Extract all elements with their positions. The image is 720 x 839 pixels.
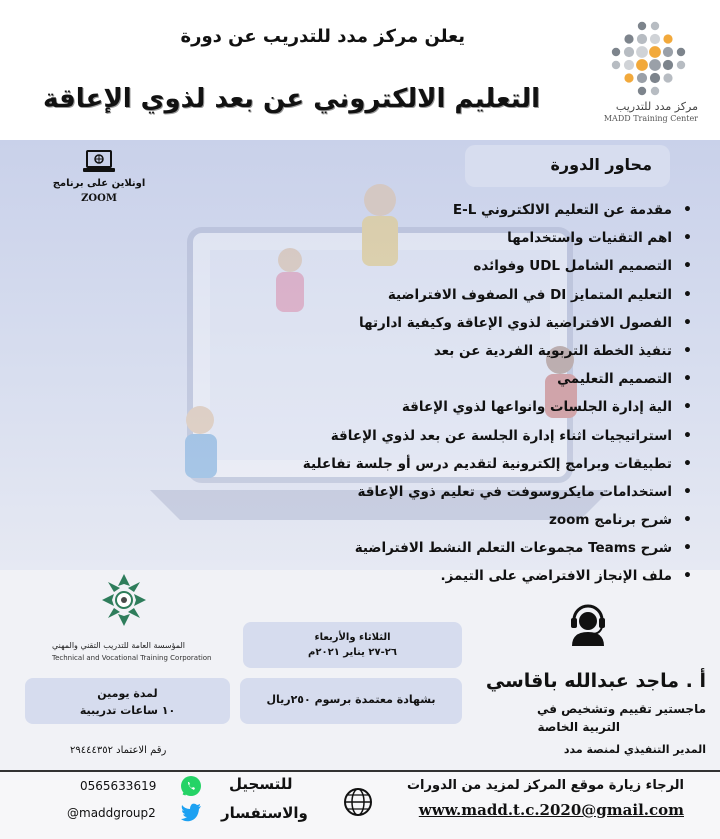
topic-item: • الية إدارة الجلسات وانواعها لذوي الإعاقة [274, 393, 694, 421]
course-title: التعليم الالكتروني عن بعد لذوي الإعاقة [43, 84, 540, 114]
corporation-english-name: Technical and Vocational Training Corporation [52, 654, 212, 662]
topic-item: • التعليم المتمايز DI في الصفوف الافتراضية [274, 281, 694, 309]
topic-item: • شرح برنامج zoom [274, 506, 694, 534]
logo-dot [651, 87, 659, 95]
topics-heading: محاور الدورة [465, 145, 670, 187]
logo-dot [677, 61, 685, 69]
phone-number[interactable]: 0565633619 [80, 779, 157, 793]
logo-dot [663, 60, 673, 70]
accreditation-number: رقم الاعتماد ٢٩٤٤٤٣٥٢ [70, 745, 167, 756]
topic-item: • استخدامات مايكروسوفت في تعليم ذوي الإعاقة [274, 478, 694, 506]
topic-item: • استراتيجيات اثناء إدارة الجلسة عن بعد لذوي الإعاقة [274, 422, 694, 450]
logo-dot [624, 60, 634, 70]
topic-item: • التصميم التعليمي [274, 365, 694, 393]
logo-dot [650, 34, 660, 44]
logo-english-name: MADD Training Center [603, 114, 698, 123]
logo-dot [612, 61, 620, 69]
schedule-dates: ٢٦-٢٧ يناير ٢٠٢١م [308, 647, 397, 658]
logo-dot [638, 22, 646, 30]
twitter-icon [180, 803, 202, 823]
logo-dot [624, 73, 633, 82]
instructor-degree: ماجستير تقييم وتشخيص في [536, 702, 706, 716]
logo-dot [651, 22, 659, 30]
register-label: للتسجيل [229, 775, 293, 793]
topic-item: • الفصول الافتراضية لذوي الإعاقة وكيفية ادارتها [274, 309, 694, 337]
logo-dot [649, 46, 661, 58]
logo-dot [663, 34, 672, 43]
inquiry-label: والاستفسار [221, 804, 308, 822]
footer-divider [0, 770, 720, 772]
tvtc-emblem-icon [100, 572, 148, 628]
logo-dot [637, 73, 647, 83]
certificate-text: بشهادة معتمدة برسوم ٢٥٠ريال [266, 693, 436, 706]
logo-dot [624, 47, 634, 57]
topic-item: • تنفيذ الخطة التربوية الفردية عن بعد [274, 337, 694, 365]
instructor-role: المدير التنفيذي لمنصة مدد [563, 743, 706, 756]
logo-arabic-name: مركز مدد للتدريب [615, 100, 698, 113]
instructor-name: أ . ماجد عبدالله باقاسي [485, 670, 706, 692]
logo-dot [636, 46, 648, 58]
logo-dot [650, 73, 660, 83]
topic-item: • التصميم الشامل UDL وفوائده [274, 252, 694, 280]
duration-hours: ١٠ ساعات تدريبية [79, 704, 176, 717]
announcement: يعلن مركز مدد للتدريب عن دورة [180, 26, 465, 47]
logo-dot [636, 59, 648, 71]
topic-item: • اهم التقنيات واستخدامها [274, 224, 694, 252]
logo-dot [624, 34, 633, 43]
duration-days: لمدة يومين [97, 687, 158, 700]
contact-email-link[interactable]: www.madd.t.c.2020@gmail.com [418, 801, 684, 819]
logo-dot [677, 48, 685, 56]
logo-dot [663, 47, 673, 57]
online-label: اونلاين على برنامج [52, 178, 146, 189]
laptop-icon [82, 150, 116, 174]
logo-dot [612, 48, 620, 56]
logo-dot [637, 34, 647, 44]
topics-list [274, 196, 694, 591]
globe-icon [343, 787, 373, 817]
online-box [40, 150, 158, 204]
certificate-card [240, 678, 462, 724]
whatsapp-icon [180, 775, 202, 797]
logo-dot [663, 73, 672, 82]
topic-item: • ملف الإنجاز الافتراضي على التيمز. [274, 562, 694, 590]
topic-item: • تطبيقات وبرامج إلكترونية لتقديم درس أو جلسة تفاعلية [274, 450, 694, 478]
twitter-handle[interactable]: @maddgroup2 [67, 806, 156, 820]
logo-dot [649, 59, 661, 71]
topic-item: • مقدمة عن التعليم الالكتروني E-L [274, 196, 694, 224]
duration-card [25, 678, 230, 724]
instructor-specialty: التربية الخاصة [537, 720, 620, 734]
logo-dot [638, 87, 646, 95]
corporation-arabic-name: المؤسسة العامة للتدريب التقني والمهني [52, 641, 186, 650]
topic-item: • شرح Teams مجموعات التعلم النشط الافتراضية [274, 534, 694, 562]
visit-text: الرجاء زيارة موقع المركز لمزيد من الدورات [406, 778, 684, 793]
schedule-card [243, 622, 462, 668]
online-app-name: ZOOM [81, 193, 117, 204]
schedule-days: الثلاثاء والأربعاء [314, 632, 391, 643]
headset-icon [566, 600, 610, 646]
